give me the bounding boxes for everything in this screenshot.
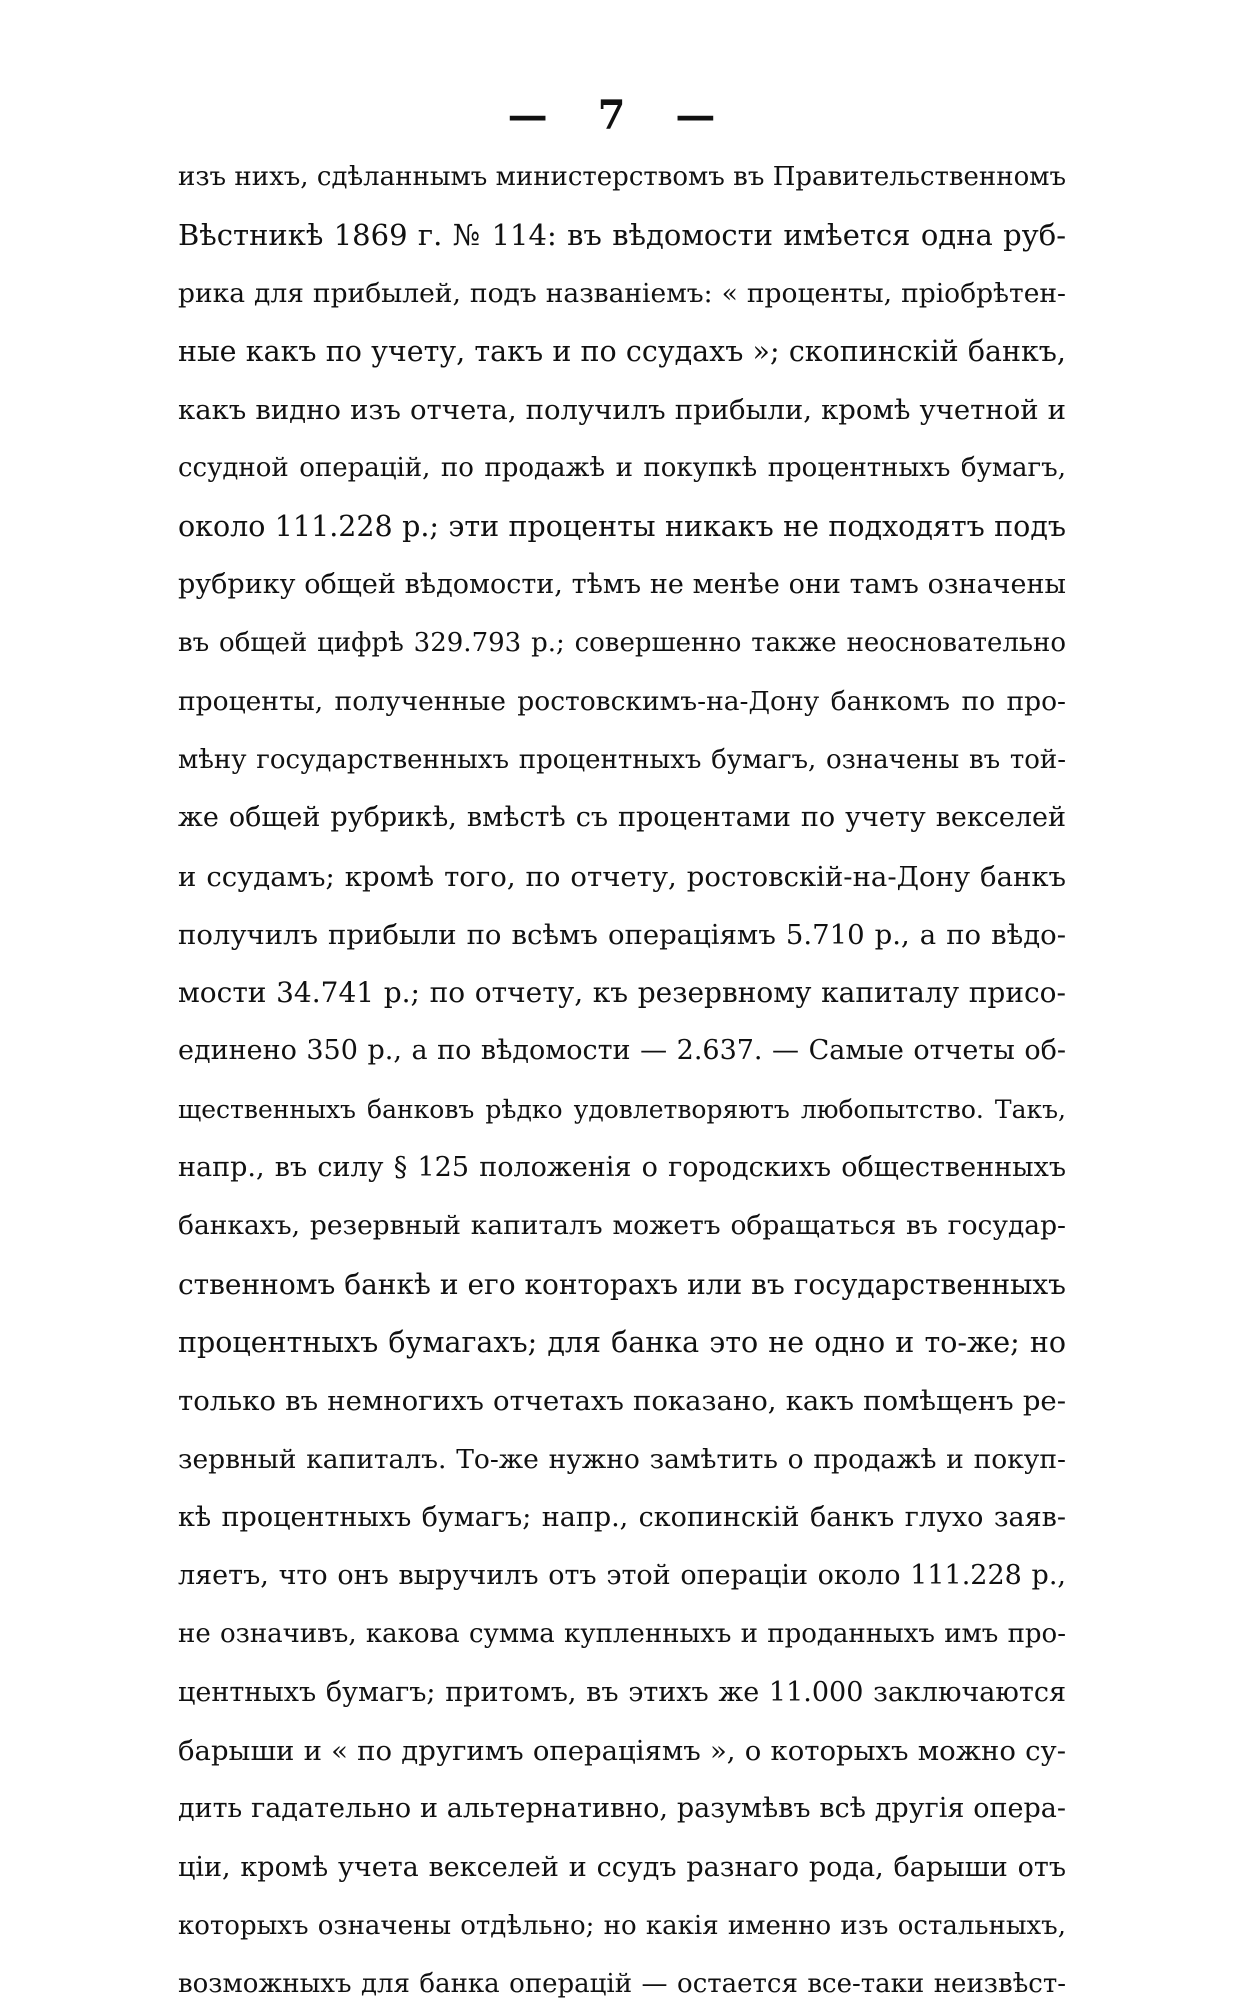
text-line: въ общей цифрѣ 329.793 р.; совершенно также неосновательно — [178, 628, 1066, 659]
text-line: не означивъ, какова сумма купленныхъ и проданныхъ имъ про- — [178, 1619, 1066, 1650]
text-line: которыхъ означены отдѣльно; но какія именно изъ остальныхъ, — [178, 1910, 1066, 1941]
text-line: центныхъ бумагъ; притомъ, въ этихъ же 11.000 заключаются — [178, 1676, 1066, 1708]
text-line: возможныхъ для банка операцій — остается все-таки неизвѣст- — [178, 1969, 1066, 2000]
text-line: кѣ процентныхъ бумагъ; напр., скопинскій банкъ глухо заяв- — [178, 1501, 1066, 1533]
text-line: дить гадательно и альтернативно, разумѣвъ всѣ другія опера- — [178, 1793, 1066, 1825]
text-line: ственномъ банкѣ и его конторахъ или въ государственныхъ — [178, 1267, 1066, 1301]
text-line: какъ видно изъ отчета, получилъ прибыли, кромѣ учетной и — [178, 394, 1066, 427]
text-line: ные какъ по учету, такъ и по ссудахъ »; скопинскій банкъ, — [178, 334, 1066, 368]
body-text — [178, 148, 1066, 2014]
text-line: Вѣстникѣ 1869 г. № 114: въ вѣдомости имѣется одна руб- — [178, 218, 1066, 253]
text-line: банкахъ, резервный капиталъ можетъ обращаться въ государ- — [178, 1210, 1066, 1242]
text-line: изъ нихъ, сдѣланнымъ министерствомъ въ Правительственномъ — [178, 162, 1066, 192]
text-line: ляетъ, что онъ выручилъ отъ этой операціи около 111.228 р., — [178, 1560, 1066, 1592]
text-line: около 111.228 р.; эти проценты никакъ не подходятъ подъ — [178, 509, 1066, 543]
text-line: рубрику общей вѣдомости, тѣмъ не менѣе они тамъ означены — [178, 569, 1066, 601]
text-line: ціи, кромѣ учета векселей и ссудъ разнаго рода, барыши отъ — [178, 1851, 1066, 1883]
text-line: и ссудамъ; кромѣ того, по отчету, ростовскій-на-Дону банкъ — [178, 860, 1066, 893]
text-line: только въ немногихъ отчетахъ показано, какъ помѣщенъ ре- — [178, 1385, 1066, 1418]
text-line: зервный капиталъ. То-же нужно замѣтить о продажѣ и покуп- — [178, 1443, 1066, 1475]
text-line: барыши и « по другимъ операціямъ », о которыхъ можно су- — [178, 1735, 1066, 1768]
text-line: процентныхъ бумагахъ; для банка это не одно и то-же; но — [178, 1325, 1066, 1359]
text-line: проценты, полученные ростовскимъ-на-Дону банкомъ по про- — [178, 685, 1066, 717]
text-line: мѣну государственныхъ процентныхъ бумагъ, означены въ той- — [178, 744, 1066, 775]
text-line: мости 34.741 р.; по отчету, къ резервному капиталу присо- — [178, 976, 1066, 1010]
text-line: получилъ прибыли по всѣмъ операціямъ 5.710 р., а по вѣдо- — [178, 918, 1066, 951]
text-line: единено 350 р., а по вѣдомости — 2.637. — Самые отчеты об- — [178, 1035, 1066, 1067]
page-number: — 7 — — [507, 92, 734, 139]
text-line: рика для прибылей, подъ названіемъ: « проценты, пріобрѣтен- — [178, 277, 1066, 309]
text-line: щественныхъ банковъ рѣдко удовлетворяютъ любопытство. Такъ, — [178, 1094, 1066, 1124]
text-line: ссудной операцій, по продажѣ и покупкѣ процентныхъ бумагъ, — [178, 453, 1066, 484]
text-line: напр., въ силу § 125 положенія о городскихъ общественныхъ — [178, 1152, 1066, 1184]
text-line: же общей рубрикѣ, вмѣстѣ съ процентами по учету векселей — [178, 802, 1066, 834]
